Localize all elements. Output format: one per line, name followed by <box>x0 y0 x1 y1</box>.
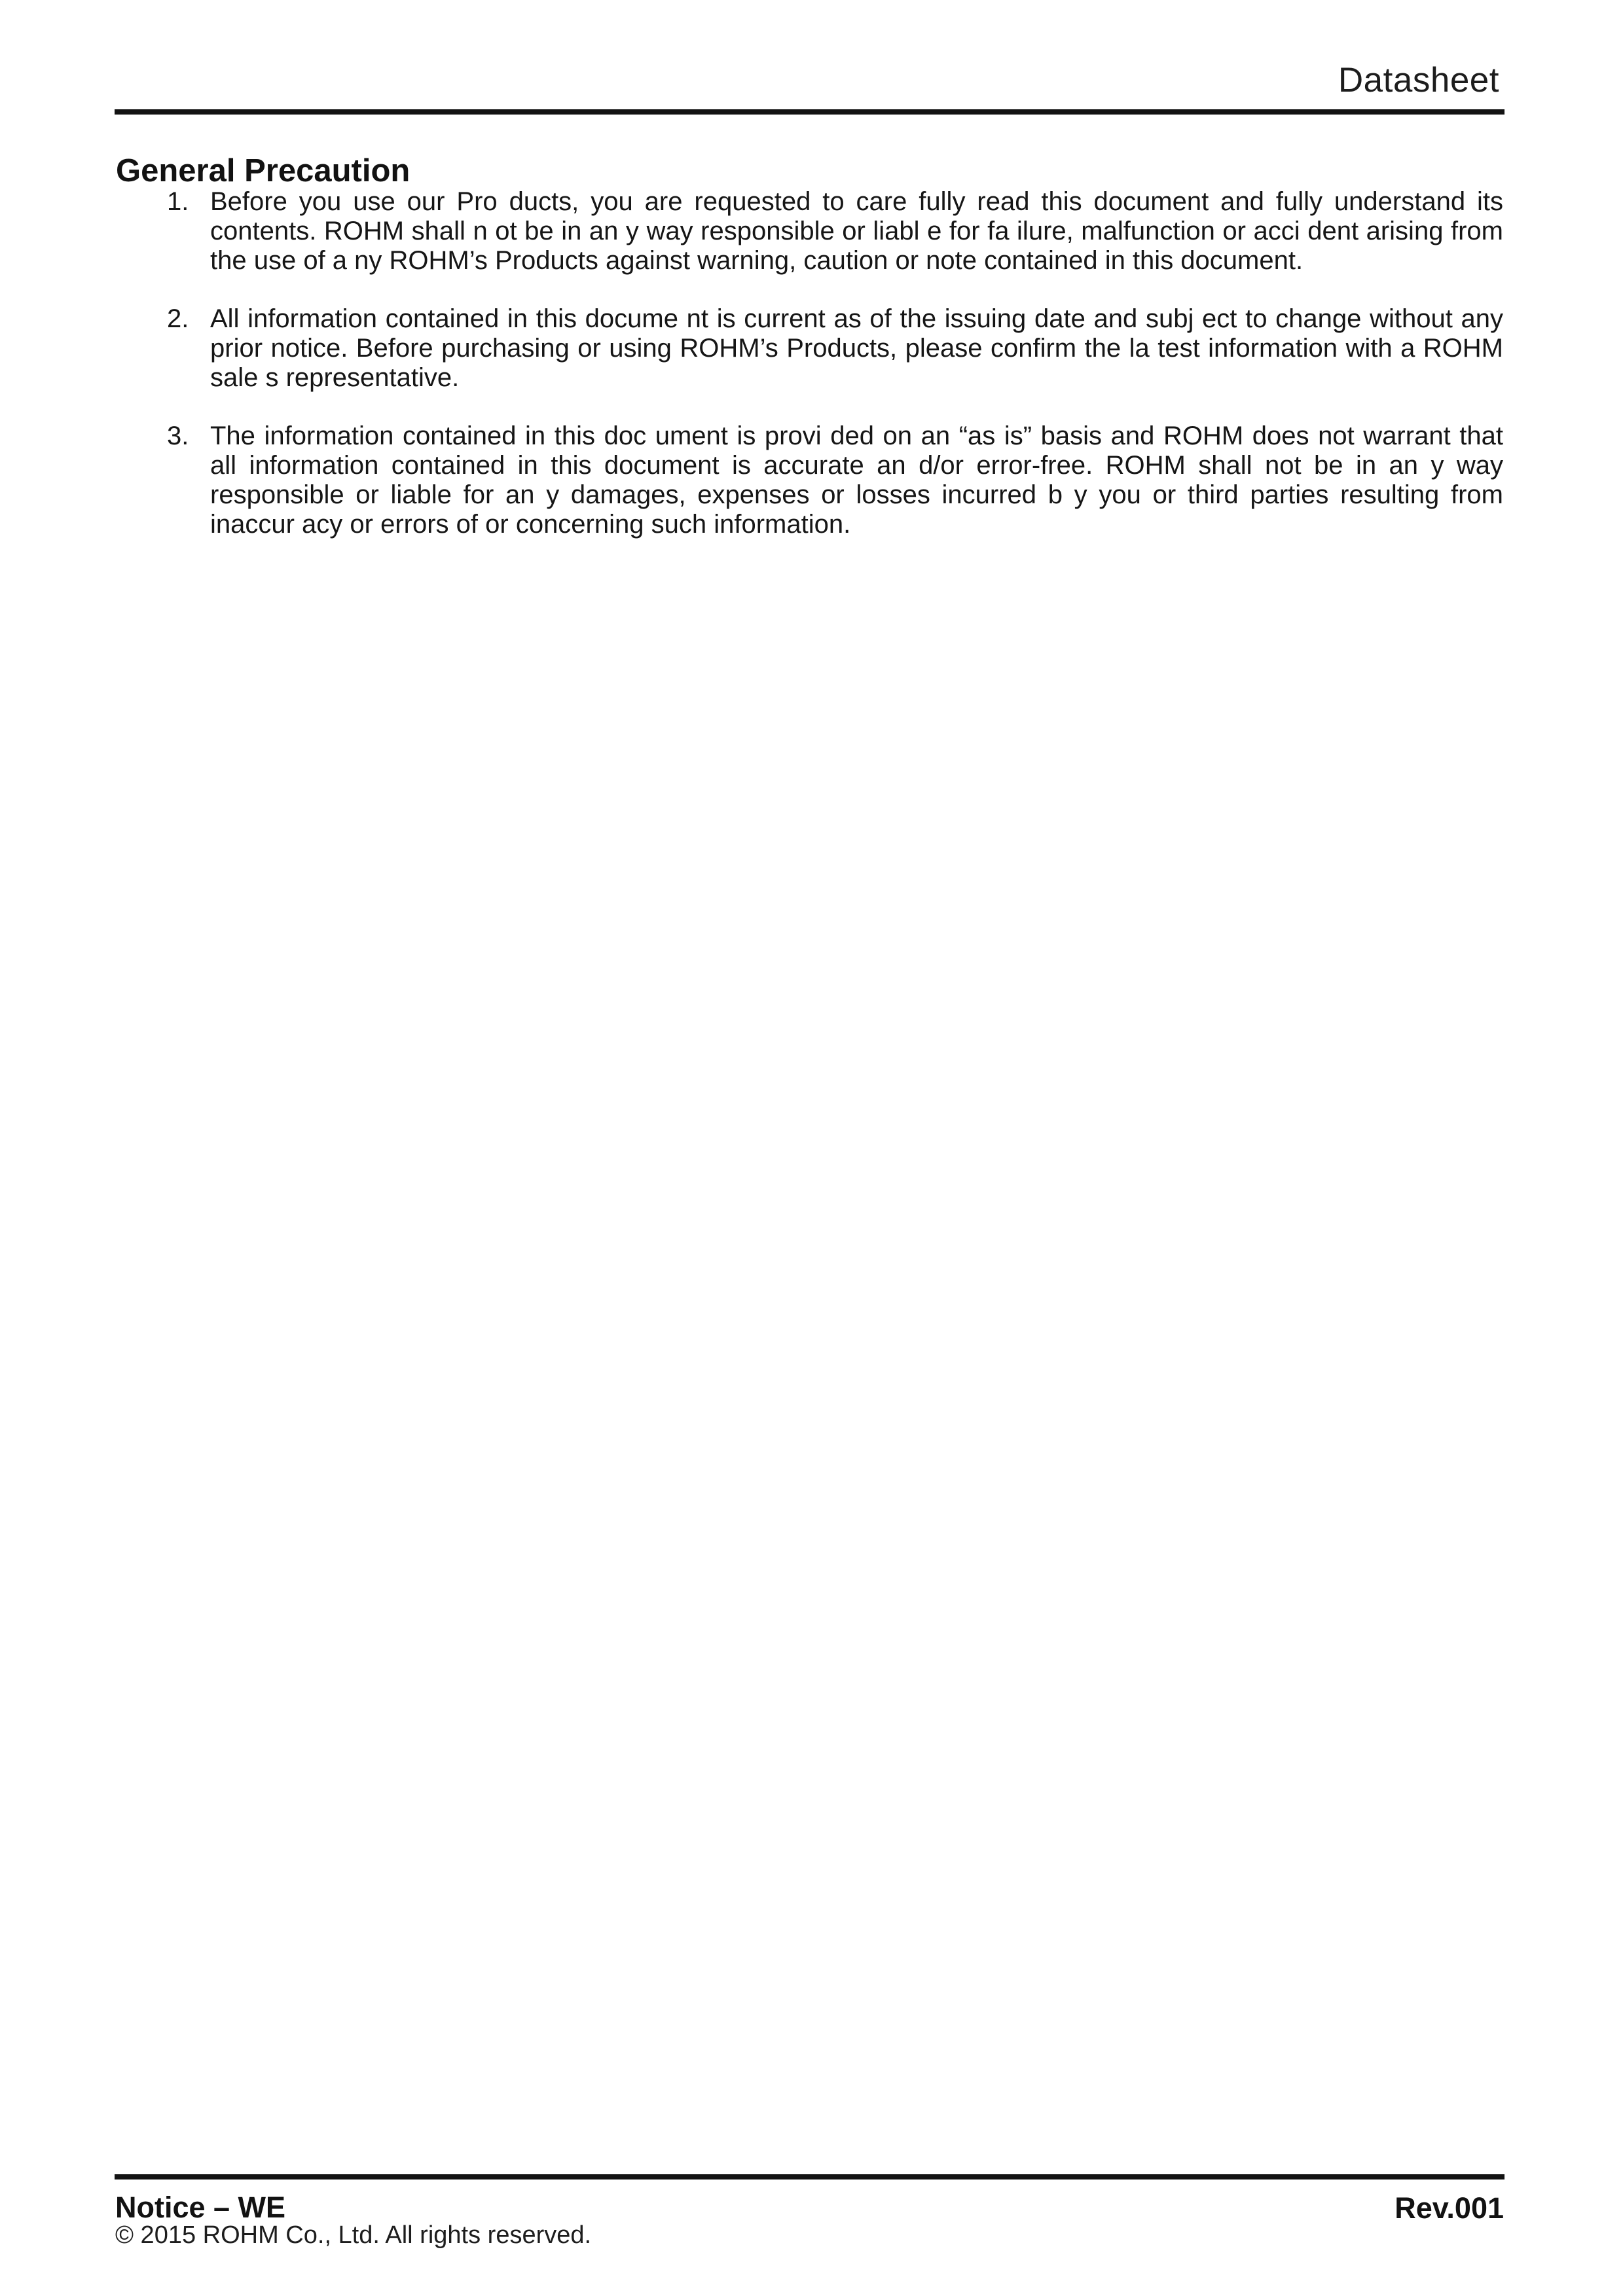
header-divider <box>115 109 1504 115</box>
footer-divider <box>115 2174 1504 2179</box>
precaution-item <box>167 304 1503 393</box>
footer-copyright-text: © 2015 ROHM Co., Ltd. All rights reserved. <box>115 2221 592 2249</box>
footer-notice-title: Notice – WE <box>115 2191 286 2224</box>
item-text: All information contained in this docume nt is current as of the issuing date and subj ect to change without any prior notice. Before purchasing or using ROHM’s Products, please confirm the la test information with a ROHM sale s representative. <box>210 304 1503 392</box>
section-heading: General Precaution <box>116 153 410 188</box>
datasheet-header-label: Datasheet <box>1338 61 1499 99</box>
precaution-item <box>167 422 1503 539</box>
item-number: 1. <box>167 187 189 216</box>
item-text: The information contained in this doc ument is provi ded on an “as is” basis and ROHM does not warrant that all information contained in this document is accurate an d/or error-free. ROHM shall not be in an y way responsible or liable for an y damages, expenses or losses incurred b y you or third parties resulting from inaccur acy or errors of or concerning such information. <box>210 422 1503 539</box>
item-text: Before you use our Pro ducts, you are requested to care fully read this document and fully understand its contents. ROHM shall n ot be in an y way responsible or liabl e for fa ilure, malfunction or acci dent arising from the use of a ny ROHM’s Products against warning, caution or note contained in this document. <box>210 187 1503 275</box>
item-number: 3. <box>167 422 189 450</box>
footer-revision-label: Rev.001 <box>1395 2191 1504 2225</box>
precaution-item <box>167 187 1503 276</box>
precaution-list <box>167 187 1503 568</box>
item-number: 2. <box>167 304 189 333</box>
